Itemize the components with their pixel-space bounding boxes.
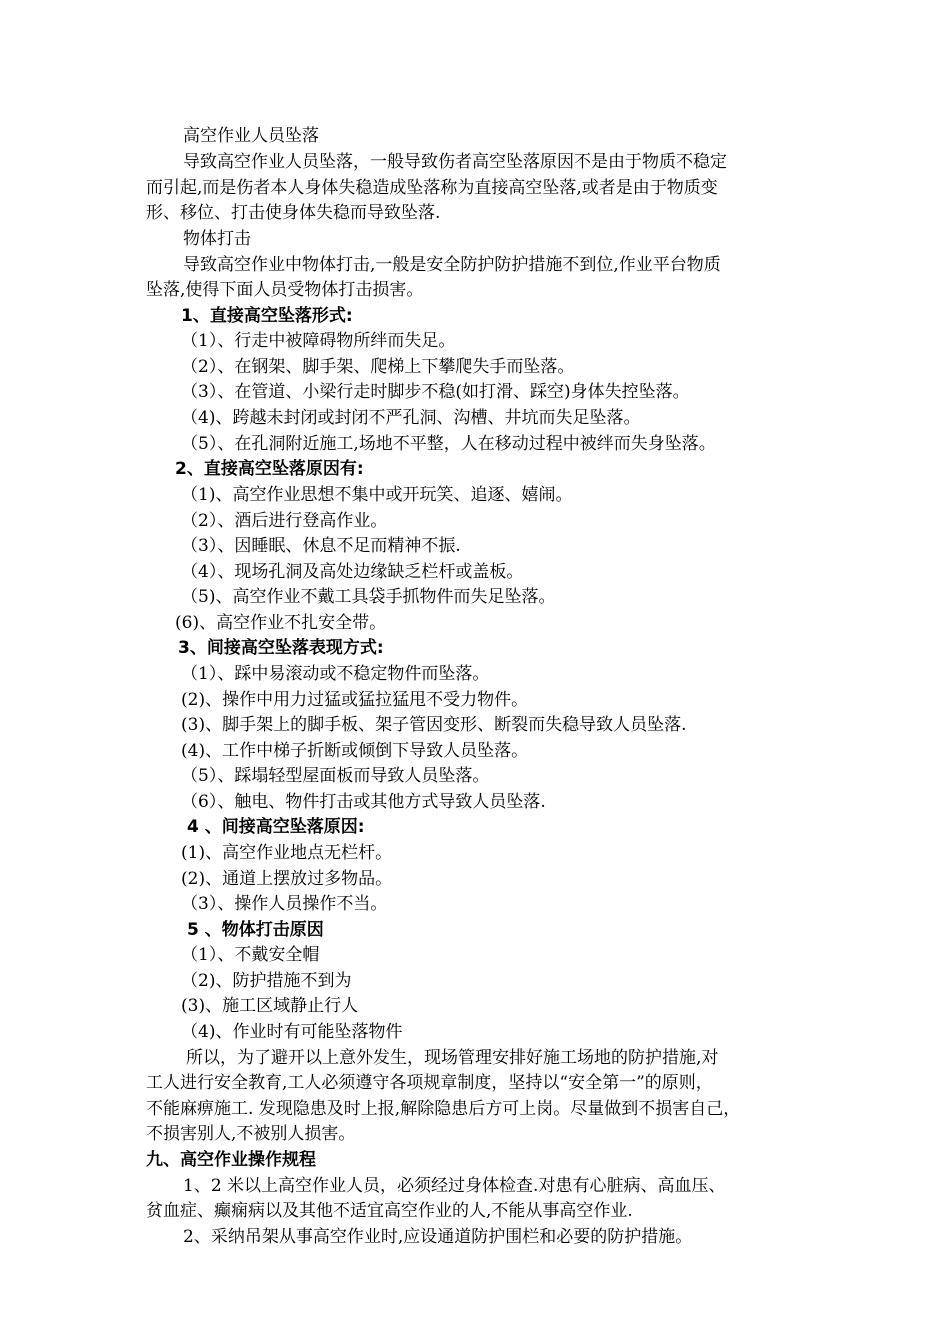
heading-5: 5 、物体打击原因 [187, 920, 324, 940]
list-item: （4)、作业时有可能坠落物件 [181, 1022, 403, 1042]
list-item: (3)、施工区域静止行人 [181, 996, 359, 1016]
list-item: （2)、防护措施不到为 [181, 971, 352, 991]
list-item: （5）、在孔洞附近施工,场地不平整，人在移动过程中被绊而失身坠落。 [181, 434, 716, 454]
list-item: (6)、高空作业不扎安全带。 [175, 613, 387, 633]
paragraph-line: 导致高空作业人员坠落，一般导致伤者高空坠落原因不是由于物质不稳定 [183, 152, 727, 172]
heading-3: 3、间接高空坠落表现方式: [178, 638, 384, 658]
list-item: （6）、触电、物件打击或其他方式导致人员坠落. [181, 792, 546, 812]
list-item: （3）、因睡眠、休息不足而精神不振. [181, 536, 461, 556]
rule-line: 贫血症、癫痫病以及其他不适宜高空作业的人,不能从事高空作业. [146, 1201, 633, 1221]
list-item: （4）、现场孔洞及高处边缘缺乏栏杆或盖板。 [181, 562, 524, 582]
heading-1: 1、直接高空坠落形式: [181, 306, 353, 326]
paragraph-line: 坠落,使得下面人员受物体打击损害。 [146, 280, 424, 300]
list-item: (1)、高空作业地点无栏杆。 [181, 843, 393, 863]
rule-line: 1、2 米以上高空作业人员，必须经过身体检查.对患有心脏病、高血压、 [183, 1176, 726, 1196]
heading-2: 2、直接高空坠落原因有: [175, 459, 364, 479]
heading-4: 4 、间接高空坠落原因: [187, 817, 365, 837]
section-title-personnel-fall: 高空作业人员坠落 [183, 126, 319, 146]
chapter-title: 九、高空作业操作规程 [146, 1150, 316, 1170]
paragraph-line: 而引起,而是伤者本人身体失稳造成坠落称为直接高空坠落,或者是由于物质变 [146, 178, 718, 198]
list-item: (2)、操作中用力过猛或猛拉猛甩不受力物件。 [181, 690, 529, 710]
summary-line: 工人进行安全教育,工人必须遵守各项规章制度，坚持以“安全第一”的原则， [146, 1073, 713, 1093]
list-item: （5)、高空作业不戴工具袋手抓物件而失足坠落。 [181, 587, 556, 607]
list-item: （2）、在钢架、脚手架、爬梯上下攀爬失手而坠落。 [181, 357, 575, 377]
summary-line: 所以，为了避开以上意外发生，现场管理安排好施工场地的防护措施,对 [186, 1048, 719, 1068]
list-item: （1）、行走中被障碍物所绊而失足。 [181, 331, 456, 351]
summary-line: 不能麻痹施工. 发现隐患及时上报,解除隐患后方可上岗。尽量做到不损害自己， [146, 1099, 741, 1119]
paragraph-line: 形、移位、打击使身体失稳而导致坠落. [146, 203, 441, 223]
rule-line: 2、采纳吊架从事高空作业时,应设通道防护围栏和必要的防护措施。 [183, 1227, 693, 1247]
list-item: (4)、工作中梯子折断或倾倒下导致人员坠落。 [181, 741, 529, 761]
summary-line: 不损害别人,不被别人损害。 [146, 1124, 356, 1144]
list-item: （1）、踩中易滚动或不稳定物件而坠落。 [181, 664, 490, 684]
list-item: (3)、脚手架上的脚手板、架子管因变形、断裂而失稳导致人员坠落. [181, 715, 687, 735]
list-item: （5）、踩塌轻型屋面板而导致人员坠落。 [181, 766, 490, 786]
list-item: （3）、操作人员操作不当。 [181, 894, 388, 914]
list-item: （1)、高空作业思想不集中或开玩笑、追逐、嬉闹。 [181, 485, 573, 505]
list-item: （3）、在管道、小梁行走时脚步不稳(如打滑、踩空)身体失控坠落。 [181, 382, 690, 402]
list-item: （2）、酒后进行登高作业。 [181, 511, 388, 531]
list-item: （4)、跨越未封闭或封闭不严孔洞、沟槽、井坑而失足坠落。 [181, 408, 641, 428]
list-item: (2)、通道上摆放过多物品。 [181, 869, 393, 889]
section-title-object-strike: 物体打击 [183, 229, 251, 249]
paragraph-line: 导致高空作业中物体打击,一般是安全防护防护措施不到位,作业平台物质 [183, 255, 721, 275]
list-item: （1）、不戴安全帽 [181, 945, 320, 965]
